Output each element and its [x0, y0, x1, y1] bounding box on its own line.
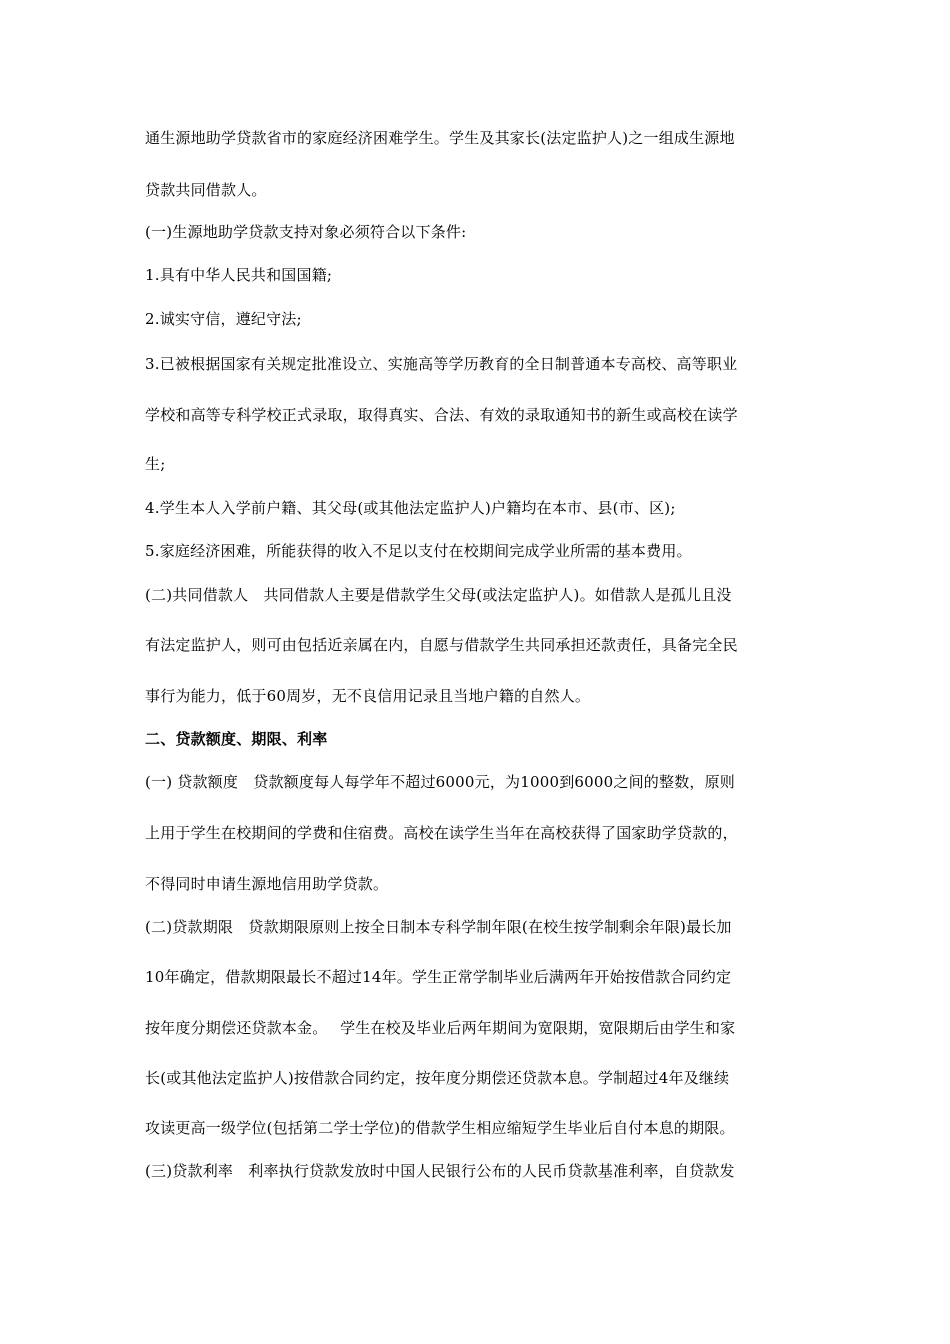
- text-line: (二)共同借款人 共同借款人主要是借款学生父母(或法定监护人)。如借款人是孤儿且没: [145, 586, 732, 604]
- text-line: 通生源地助学贷款省市的家庭经济困难学生。学生及其家长(法定监护人)之一组成生源地: [145, 129, 735, 147]
- text-line: 5.家庭经济困难，所能获得的收入不足以支付在校期间完成学业所需的基本费用。: [145, 542, 692, 560]
- section-heading: 二、贷款额度、期限、利率: [145, 730, 328, 748]
- text-line: 4.学生本人入学前户籍、其父母(或其他法定监护人)户籍均在本市、县(市、区);: [145, 499, 676, 517]
- text-line: (二)贷款期限 贷款期限原则上按全日制本专科学制年限(在校生按学制剩余年限)最长加: [145, 918, 732, 936]
- text-line: 1.具有中华人民共和国国籍;: [145, 266, 333, 284]
- text-line: 攻读更高一级学位(包括第二学士学位)的借款学生相应缩短学生毕业后自付本息的期限。: [145, 1119, 735, 1137]
- text-line: 10年确定，借款期限最长不超过14年。学生正常学制毕业后满两年开始按借款合同约定: [145, 968, 732, 986]
- text-line: (一)生源地助学贷款支持对象必须符合以下条件:: [145, 223, 467, 241]
- text-line: 2.诚实守信，遵纪守法;: [145, 310, 302, 328]
- text-line: 事行为能力，低于60周岁，无不良信用记录且当地户籍的自然人。: [145, 687, 591, 705]
- text-line: 有法定监护人，则可由包括近亲属在内，自愿与借款学生共同承担还款责任，具备完全民: [145, 636, 738, 654]
- text-line: (一) 贷款额度 贷款额度每人每学年不超过6000元，为1000到6000之间的整数，原则: [145, 773, 735, 791]
- text-line: 不得同时申请生源地信用助学贷款。: [145, 875, 389, 893]
- text-line: 长(或其他法定监护人)按借款合同约定，按年度分期偿还贷款本息。学制超过4年及继续: [145, 1069, 730, 1087]
- text-line: 3.已被根据国家有关规定批准设立、实施高等学历教育的全日制普通本专高校、高等职业: [145, 355, 738, 373]
- text-line: 贷款共同借款人。: [145, 181, 267, 199]
- text-line: (三)贷款利率 利率执行贷款发放时中国人民银行公布的人民币贷款基准利率，自贷款发: [145, 1162, 735, 1180]
- text-line: 学校和高等专科学校正式录取，取得真实、合法、有效的录取通知书的新生或高校在读学: [145, 406, 738, 424]
- text-line: 按年度分期偿还贷款本金。 学生在校及毕业后两年期间为宽限期，宽限期后由学生和家: [145, 1019, 736, 1037]
- text-line: 生;: [145, 455, 166, 473]
- text-line: 上用于学生在校期间的学费和住宿费。高校在读学生当年在高校获得了国家助学贷款的，: [145, 824, 738, 842]
